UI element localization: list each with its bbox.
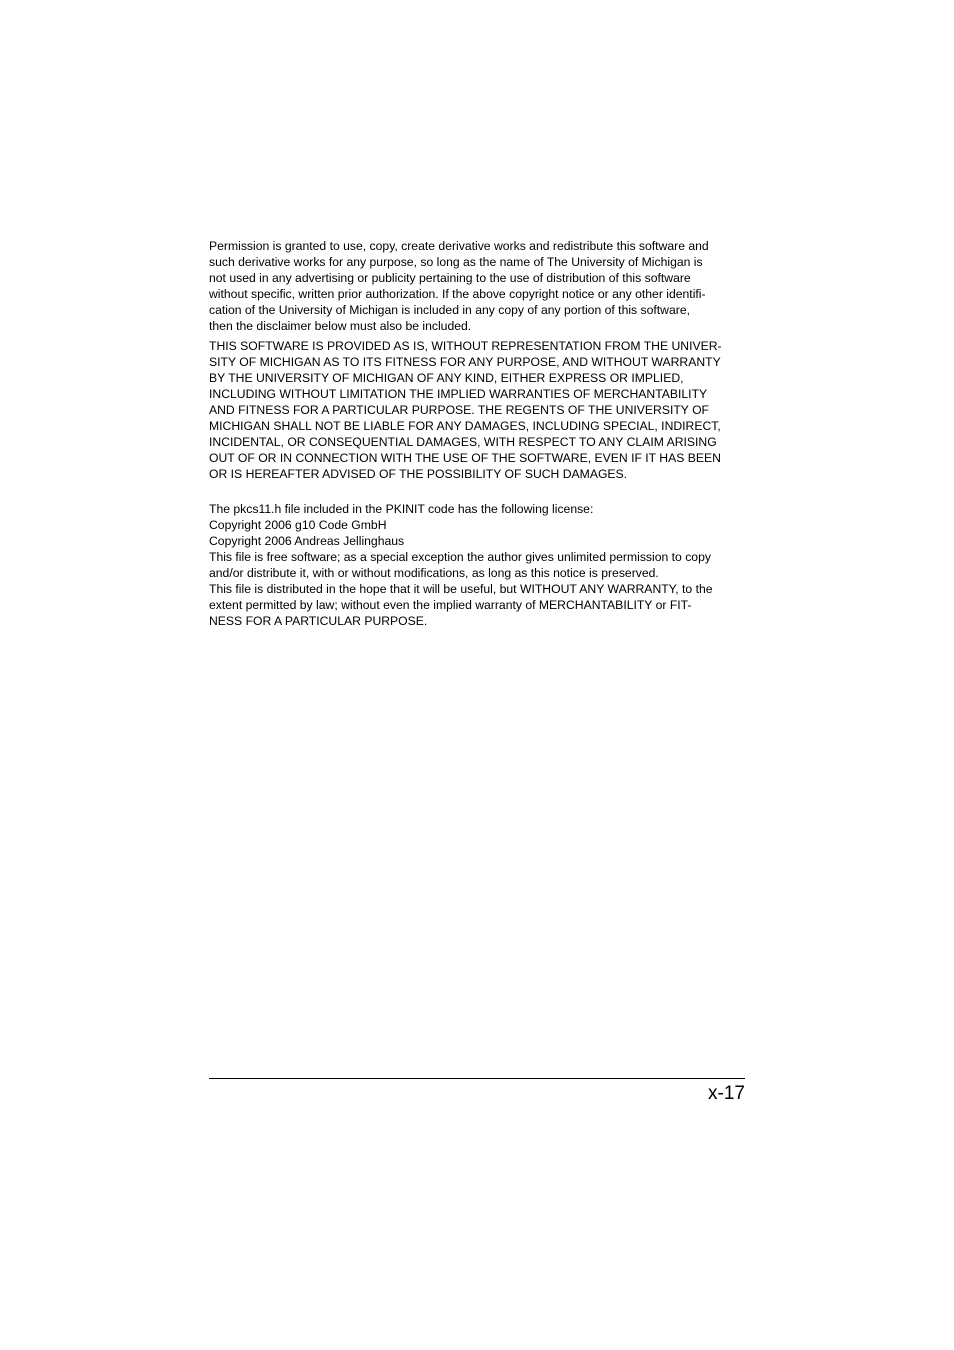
text-line: THIS SOFTWARE IS PROVIDED AS IS, WITHOUT REPRESENTATION FROM THE UNIVER- (209, 339, 722, 353)
text-line: OUT OF OR IN CONNECTION WITH THE USE OF THE SOFTWARE, EVEN IF IT HAS BEEN (209, 451, 721, 465)
pkcs11-license-paragraph (209, 501, 745, 629)
text-line: SITY OF MICHIGAN AS TO ITS FITNESS FOR ANY PURPOSE, AND WITHOUT WARRANTY (209, 355, 721, 369)
footer-divider (209, 1078, 745, 1079)
text-line: Permission is granted to use, copy, create derivative works and redistribute this software and (209, 239, 709, 253)
text-line: cation of the University of Michigan is included in any copy of any portion of this software, (209, 303, 690, 317)
disclaimer-paragraph (209, 338, 745, 482)
text-line: INCIDENTAL, OR CONSEQUENTIAL DAMAGES, WITH RESPECT TO ANY CLAIM ARISING (209, 435, 717, 449)
text-line: BY THE UNIVERSITY OF MICHIGAN OF ANY KIND, EITHER EXPRESS OR IMPLIED, (209, 371, 684, 385)
text-line: Copyright 2006 Andreas Jellinghaus (209, 534, 405, 548)
text-line: The pkcs11.h file included in the PKINIT code has the following license: (209, 502, 594, 516)
page-body (209, 238, 745, 629)
text-line: and/or distribute it, with or without modifications, as long as this notice is preserved. (209, 566, 659, 580)
text-line: then the disclaimer below must also be included. (209, 319, 472, 333)
page-number: x-17 (708, 1083, 745, 1104)
text-line: without specific, written prior authorization. If the above copyright notice or any other identifi- (209, 287, 706, 301)
text-line: extent permitted by law; without even the implied warranty of MERCHANTABILITY or FIT- (209, 598, 692, 612)
text-line: Copyright 2006 g10 Code GmbH (209, 518, 387, 532)
text-line: not used in any advertising or publicity pertaining to the use of distribution of this software (209, 271, 691, 285)
text-line: INCLUDING WITHOUT LIMITATION THE IMPLIED WARRANTIES OF MERCHANTABILITY (209, 387, 708, 401)
text-line: such derivative works for any purpose, so long as the name of The University of Michigan is (209, 255, 703, 269)
text-line: AND FITNESS FOR A PARTICULAR PURPOSE. THE REGENTS OF THE UNIVERSITY OF (209, 403, 709, 417)
text-line: This file is distributed in the hope that it will be useful, but WITHOUT ANY WARRANTY, to the (209, 582, 713, 596)
text-line: MICHIGAN SHALL NOT BE LIABLE FOR ANY DAMAGES, INCLUDING SPECIAL, INDIRECT, (209, 419, 721, 433)
text-line: This file is free software; as a special exception the author gives unlimited permission to copy (209, 550, 711, 564)
text-line: NESS FOR A PARTICULAR PURPOSE. (209, 614, 428, 628)
text-line: OR IS HEREAFTER ADVISED OF THE POSSIBILITY OF SUCH DAMAGES. (209, 467, 628, 481)
permission-paragraph (209, 238, 745, 334)
